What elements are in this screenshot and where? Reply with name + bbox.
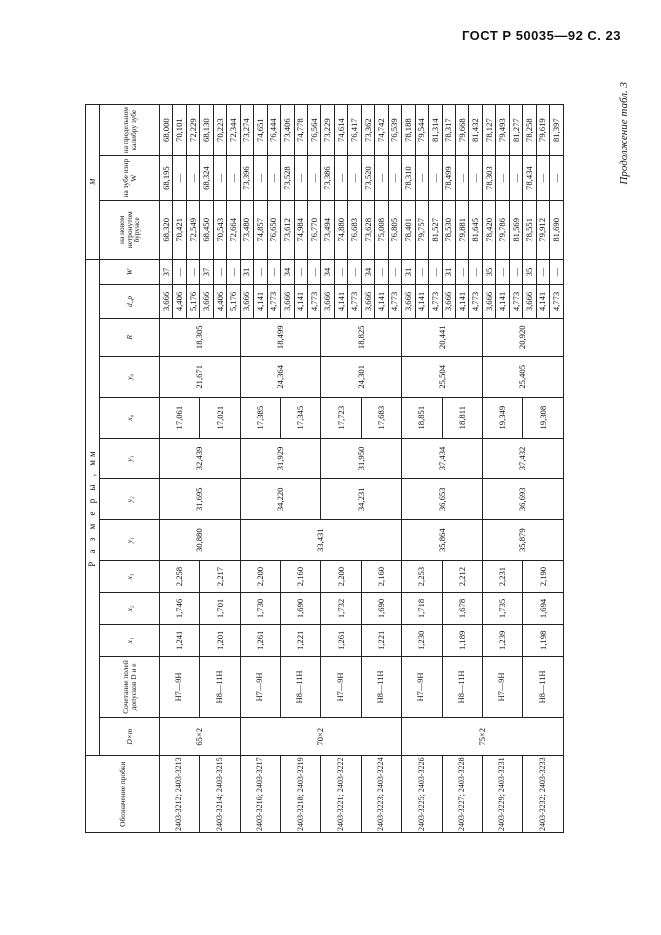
m-new-cell: 76,650	[267, 200, 280, 259]
header-razmery: Р а з м е р ы , мм	[86, 259, 100, 756]
m-new-cell: 78,420	[482, 200, 495, 259]
m-limit-cell: 81,432	[469, 105, 482, 156]
header-m-limit: на предельном калибру зубе	[100, 105, 160, 156]
m-tooth-cell: —	[455, 156, 468, 201]
m-tooth-cell: —	[550, 156, 564, 201]
m-limit-cell: 79,619	[536, 105, 549, 156]
x3-cell: 2,160	[361, 561, 401, 593]
dp-cell: 4,773	[267, 285, 280, 318]
dp-cell: 3,666	[200, 285, 213, 318]
dp-cell: 4,141	[496, 285, 509, 318]
m-limit-cell: 74,614	[334, 105, 347, 156]
x3-cell: 2,217	[200, 561, 240, 593]
m-limit-cell: 73,274	[240, 105, 253, 156]
fit-cell: H8—11H	[200, 656, 240, 717]
dp-cell: 4,141	[254, 285, 267, 318]
dp-cell: 4,141	[375, 285, 388, 318]
x1-cell: 1,241	[160, 624, 200, 656]
dp-cell: 4,141	[294, 285, 307, 318]
m-new-cell: 74,984	[294, 200, 307, 259]
x0-cell: 18,851	[402, 397, 442, 438]
m-limit-cell: 70,223	[213, 105, 226, 156]
m-new-cell: 73,612	[281, 200, 294, 259]
dp-cell: 3,666	[402, 285, 415, 318]
table-body	[160, 105, 564, 833]
dp-cell: 4,141	[334, 285, 347, 318]
w-cell: —	[455, 259, 468, 285]
m-tooth-cell: 73,528	[281, 156, 294, 201]
m-tooth-cell: 68,195	[160, 156, 173, 201]
m-limit-cell: 78,317	[442, 105, 455, 156]
x0-cell: 19,349	[482, 397, 522, 438]
x0-cell: 17,683	[361, 397, 401, 438]
fit-cell: H7—9H	[240, 656, 280, 717]
w-cell: —	[307, 259, 320, 285]
y1-cell: 35,864	[402, 520, 483, 561]
m-tooth-cell: —	[186, 156, 199, 201]
m-new-cell: 72,664	[227, 200, 240, 259]
m-tooth-cell: —	[536, 156, 549, 201]
code-cell: 2403-3227; 2403-3228	[442, 756, 482, 833]
R-cell: 18,825	[321, 318, 402, 356]
dxm-cell: 75×2	[402, 718, 564, 756]
dp-cell: 4,773	[307, 285, 320, 318]
y0-cell: 25,405	[482, 356, 563, 397]
w-cell: 37	[200, 259, 213, 285]
m-tooth-cell: —	[415, 156, 428, 201]
x2-cell: 1,735	[482, 593, 522, 625]
w-cell: —	[509, 259, 522, 285]
w-cell: —	[550, 259, 564, 285]
x3-cell: 2,231	[482, 561, 522, 593]
m-new-cell: 72,549	[186, 200, 199, 259]
w-cell: —	[173, 259, 186, 285]
header-R: R	[100, 318, 160, 356]
code-cell: 2403-3225; 2403-3226	[402, 756, 442, 833]
x3-cell: 2,160	[281, 561, 321, 593]
m-limit-cell: 79,668	[455, 105, 468, 156]
header-x2: x₂	[100, 593, 160, 625]
dp-cell: 4,773	[429, 285, 442, 318]
y2-cell: 36,693	[482, 479, 563, 520]
table-continuation-label: Продолжение табл. 3	[618, 82, 630, 185]
m-limit-cell: 79,544	[415, 105, 428, 156]
code-cell: 2403-3216; 2403-3217	[240, 756, 280, 833]
m-limit-cell: 73,362	[361, 105, 374, 156]
m-new-cell: 74,857	[254, 200, 267, 259]
y3-cell: 31,950	[321, 438, 402, 479]
m-limit-cell: 72,344	[227, 105, 240, 156]
w-cell: —	[267, 259, 280, 285]
w-cell: —	[429, 259, 442, 285]
header-M: M	[86, 105, 100, 260]
m-tooth-cell: 68,324	[200, 156, 213, 201]
m-limit-cell: 74,742	[375, 105, 388, 156]
m-limit-cell: 78,258	[523, 105, 536, 156]
table-row	[402, 105, 415, 833]
m-limit-cell: 76,417	[348, 105, 361, 156]
header-x3: x₃	[100, 561, 160, 593]
standard-header: ГОСТ Р 50035—92 С. 23	[461, 28, 621, 43]
y2-cell: 36,653	[402, 479, 483, 520]
m-limit-cell: 81,397	[550, 105, 564, 156]
header-y2: y₂	[100, 479, 160, 520]
w-cell: —	[213, 259, 226, 285]
m-limit-cell: 78,127	[482, 105, 495, 156]
header-code: Обозначение пробки	[86, 756, 160, 833]
code-cell: 2403-3212; 2403-3213	[160, 756, 200, 833]
w-cell: —	[334, 259, 347, 285]
x2-cell: 1,732	[321, 593, 361, 625]
m-new-cell: 68,450	[200, 200, 213, 259]
m-limit-cell: 68,130	[200, 105, 213, 156]
m-limit-cell: 81,314	[429, 105, 442, 156]
m-new-cell: 73,480	[240, 200, 253, 259]
w-cell: —	[186, 259, 199, 285]
x3-cell: 2,253	[402, 561, 442, 593]
m-limit-cell: 73,406	[281, 105, 294, 156]
m-limit-cell: 79,493	[496, 105, 509, 156]
x1-cell: 1,261	[321, 624, 361, 656]
header-fit: Сочетание полей допусков D и e	[100, 656, 160, 717]
y0-cell: 24,301	[321, 356, 402, 397]
m-tooth-cell: —	[307, 156, 320, 201]
dp-cell: 4,406	[173, 285, 186, 318]
w-cell: 35	[482, 259, 495, 285]
dp-cell: 4,773	[348, 285, 361, 318]
x2-cell: 1,701	[200, 593, 240, 625]
m-limit-cell: 70,101	[173, 105, 186, 156]
y3-cell: 32,439	[160, 438, 241, 479]
x3-cell: 2,200	[240, 561, 280, 593]
dp-cell: 3,666	[361, 285, 374, 318]
x0-cell: 17,385	[240, 397, 280, 438]
header-dp: d_p	[100, 285, 160, 318]
m-new-cell: 81,690	[550, 200, 564, 259]
m-new-cell: 75,008	[375, 200, 388, 259]
x3-cell: 2,212	[442, 561, 482, 593]
x0-cell: 18,811	[442, 397, 482, 438]
dp-cell: 4,773	[469, 285, 482, 318]
m-tooth-cell: —	[388, 156, 401, 201]
y3-cell: 37,432	[482, 438, 563, 479]
w-cell: 34	[281, 259, 294, 285]
x3-cell: 2,190	[523, 561, 564, 593]
m-tooth-cell: —	[213, 156, 226, 201]
dxm-cell: 70×2	[240, 718, 401, 756]
dp-cell: 3,666	[321, 285, 334, 318]
x2-cell: 1,690	[281, 593, 321, 625]
m-new-cell: 79,786	[496, 200, 509, 259]
y2-cell: 34,220	[240, 479, 321, 520]
table-row	[160, 105, 173, 833]
m-new-cell: 79,912	[536, 200, 549, 259]
dp-cell: 3,666	[160, 285, 173, 318]
m-new-cell: 70,421	[173, 200, 186, 259]
m-limit-cell: 73,229	[321, 105, 334, 156]
header-m-new: на новом нетронутом бурунсе	[100, 200, 160, 259]
fit-cell: H7—9H	[482, 656, 522, 717]
R-cell: 18,305	[160, 318, 241, 356]
x2-cell: 1,746	[160, 593, 200, 625]
m-limit-cell: 76,539	[388, 105, 401, 156]
y0-cell: 24,364	[240, 356, 321, 397]
x1-cell: 1,189	[442, 624, 482, 656]
w-cell: —	[536, 259, 549, 285]
m-tooth-cell: —	[294, 156, 307, 201]
table-row	[240, 105, 253, 833]
header-W: W	[100, 259, 160, 285]
x0-cell: 19,308	[523, 397, 564, 438]
w-cell: 37	[160, 259, 173, 285]
header-m-tooth: на зубе изнр W	[100, 156, 160, 201]
fit-cell: H8—11H	[442, 656, 482, 717]
m-tooth-cell: —	[496, 156, 509, 201]
dp-cell: 5,176	[227, 285, 240, 318]
w-cell: 35	[523, 259, 536, 285]
x0-cell: 17,021	[200, 397, 240, 438]
fit-cell: H8—11H	[361, 656, 401, 717]
m-limit-cell: 76,564	[307, 105, 320, 156]
y1-cell: 30,880	[160, 520, 241, 561]
code-cell: 2403-3229; 2403-3231	[482, 756, 522, 833]
x1-cell: 1,198	[523, 624, 564, 656]
code-cell: 2403-3232; 2403-3233	[523, 756, 564, 833]
m-new-cell: 76,770	[307, 200, 320, 259]
x1-cell: 1,201	[200, 624, 240, 656]
m-new-cell: 70,543	[213, 200, 226, 259]
y1-cell: 33,431	[240, 520, 401, 561]
x1-cell: 1,261	[240, 624, 280, 656]
R-cell: 20,441	[402, 318, 483, 356]
m-tooth-cell: 73,386	[321, 156, 334, 201]
y3-cell: 37,434	[402, 438, 483, 479]
dp-cell: 4,141	[536, 285, 549, 318]
m-new-cell: 78,401	[402, 200, 415, 259]
header-y0: y₀	[100, 356, 160, 397]
y2-cell: 31,695	[160, 479, 241, 520]
dp-cell: 4,406	[213, 285, 226, 318]
m-limit-cell: 81,277	[509, 105, 522, 156]
m-tooth-cell: —	[334, 156, 347, 201]
m-limit-cell: 74,778	[294, 105, 307, 156]
header-x1: x₁	[100, 624, 160, 656]
code-cell: 2403-3214; 2403-3215	[200, 756, 240, 833]
m-new-cell: 81,527	[429, 200, 442, 259]
x1-cell: 1,221	[281, 624, 321, 656]
m-tooth-cell: —	[254, 156, 267, 201]
m-new-cell: 68,320	[160, 200, 173, 259]
header-y1: y₁	[100, 520, 160, 561]
header-y3: y₃	[100, 438, 160, 479]
w-cell: 31	[240, 259, 253, 285]
header-x0: x₀	[100, 397, 160, 438]
dp-cell: 3,666	[240, 285, 253, 318]
dp-cell: 3,666	[523, 285, 536, 318]
m-new-cell: 78,551	[523, 200, 536, 259]
dp-cell: 3,666	[482, 285, 495, 318]
code-cell: 2403-3221; 2403-3222	[321, 756, 361, 833]
m-tooth-cell: 78,310	[402, 156, 415, 201]
m-limit-cell: 76,444	[267, 105, 280, 156]
dp-cell: 4,773	[388, 285, 401, 318]
fit-cell: H7—9H	[402, 656, 442, 717]
dp-cell: 5,176	[186, 285, 199, 318]
m-new-cell: 74,880	[334, 200, 347, 259]
dxm-cell: 65×2	[160, 718, 241, 756]
rotated-table-wrapper	[85, 104, 564, 833]
m-new-cell: 76,805	[388, 200, 401, 259]
m-limit-cell: 72,229	[186, 105, 199, 156]
y0-cell: 25,504	[402, 356, 483, 397]
w-cell: 34	[321, 259, 334, 285]
dp-cell: 4,141	[415, 285, 428, 318]
m-new-cell: 81,645	[469, 200, 482, 259]
x1-cell: 1,239	[482, 624, 522, 656]
x2-cell: 1,678	[442, 593, 482, 625]
w-cell: 31	[442, 259, 455, 285]
w-cell: —	[469, 259, 482, 285]
m-new-cell: 79,757	[415, 200, 428, 259]
x0-cell: 17,345	[281, 397, 321, 438]
m-limit-cell: 68,000	[160, 105, 173, 156]
code-cell: 2403-3223; 2403-3224	[361, 756, 401, 833]
header-dxm: D×m	[100, 718, 160, 756]
x2-cell: 1,690	[361, 593, 401, 625]
y1-cell: 35,879	[482, 520, 563, 561]
w-cell: —	[375, 259, 388, 285]
m-tooth-cell: 78,303	[482, 156, 495, 201]
m-tooth-cell: 78,499	[442, 156, 455, 201]
m-limit-cell: 74,651	[254, 105, 267, 156]
m-new-cell: 78,530	[442, 200, 455, 259]
m-tooth-cell: 73,520	[361, 156, 374, 201]
m-tooth-cell: —	[509, 156, 522, 201]
m-new-cell: 76,683	[348, 200, 361, 259]
x1-cell: 1,221	[361, 624, 401, 656]
x0-cell: 17,061	[160, 397, 200, 438]
x1-cell: 1,230	[402, 624, 442, 656]
m-new-cell: 79,881	[455, 200, 468, 259]
x2-cell: 1,718	[402, 593, 442, 625]
dp-cell: 3,666	[281, 285, 294, 318]
R-cell: 18,499	[240, 318, 321, 356]
m-limit-cell: 78,188	[402, 105, 415, 156]
m-new-cell: 73,628	[361, 200, 374, 259]
x2-cell: 1,730	[240, 593, 280, 625]
y2-cell: 34,231	[321, 479, 402, 520]
y3-cell: 31,929	[240, 438, 321, 479]
fit-cell: H7—9H	[160, 656, 200, 717]
w-cell: —	[415, 259, 428, 285]
fit-cell: H7—9H	[321, 656, 361, 717]
m-tooth-cell: —	[469, 156, 482, 201]
m-tooth-cell: —	[429, 156, 442, 201]
w-cell: —	[254, 259, 267, 285]
x0-cell: 17,723	[321, 397, 361, 438]
w-cell: —	[496, 259, 509, 285]
m-tooth-cell: —	[267, 156, 280, 201]
m-tooth-cell: —	[348, 156, 361, 201]
dimensions-table	[85, 104, 564, 833]
w-cell: —	[294, 259, 307, 285]
dp-cell: 4,773	[550, 285, 564, 318]
w-cell: 31	[402, 259, 415, 285]
dp-cell: 3,666	[442, 285, 455, 318]
code-cell: 2403-3218; 2403-3219	[281, 756, 321, 833]
fit-cell: H8—11H	[281, 656, 321, 717]
x3-cell: 2,258	[160, 561, 200, 593]
m-tooth-cell: 73,396	[240, 156, 253, 201]
w-cell: —	[348, 259, 361, 285]
y0-cell: 21,671	[160, 356, 241, 397]
fit-cell: H8—11H	[523, 656, 564, 717]
w-cell: 34	[361, 259, 374, 285]
x2-cell: 1,694	[523, 593, 564, 625]
R-cell: 20,920	[482, 318, 563, 356]
m-tooth-cell: —	[375, 156, 388, 201]
m-new-cell: 73,494	[321, 200, 334, 259]
w-cell: —	[388, 259, 401, 285]
m-tooth-cell: 78,434	[523, 156, 536, 201]
m-tooth-cell: —	[173, 156, 186, 201]
m-new-cell: 81,569	[509, 200, 522, 259]
dp-cell: 4,773	[509, 285, 522, 318]
w-cell: —	[227, 259, 240, 285]
x3-cell: 2,200	[321, 561, 361, 593]
m-tooth-cell: —	[227, 156, 240, 201]
dp-cell: 4,141	[455, 285, 468, 318]
